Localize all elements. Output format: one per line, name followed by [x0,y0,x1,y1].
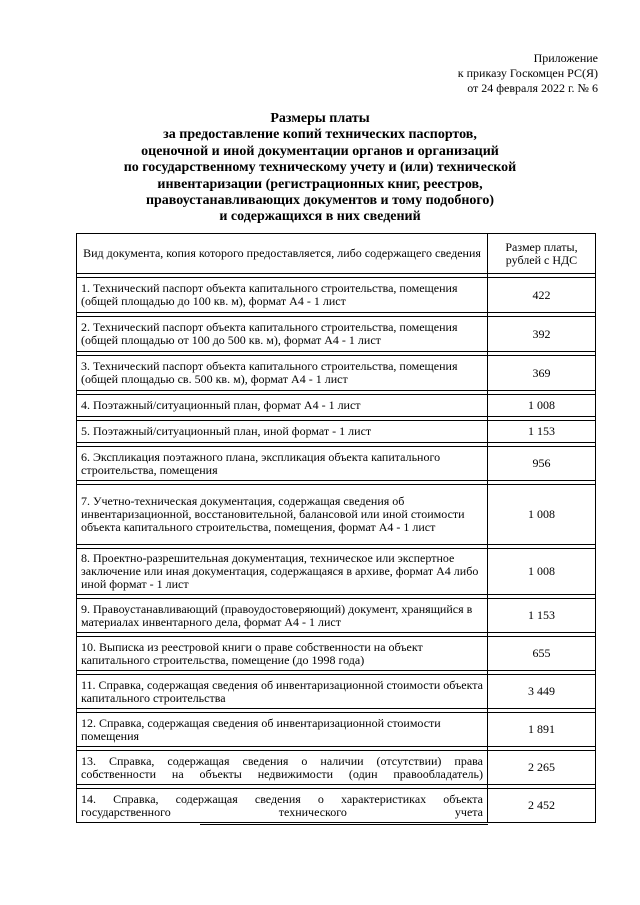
row-price: 3 449 [488,675,596,709]
appendix-reference [278,51,598,96]
appendix-order: к приказу Госкомцен РС(Я) [457,66,598,80]
table-row [77,317,596,352]
row-document-name: 7. Учетно-техническая документация, содержащая сведения об инвентаризационной, восстановительной, балансовой или иной стоимости объекта капитального строительства, помещения, формат А4 - 1 лист [77,485,488,545]
table-row [77,675,596,709]
title-line: правоустанавливающих документов и тому подобного) [145,193,495,209]
table-row [77,751,596,785]
row-document-name: 8. Проектно-разрешительная документация, техническое или экспертное заключение или иная документация, содержащаяся в архиве, формат А4 либо иной формат - 1 лист [77,549,488,595]
row-price: 1 008 [488,395,596,417]
row-price: 369 [488,356,596,391]
table-row [77,278,596,313]
title-line: оценочной и иной документации органов и организаций [141,143,499,159]
table-row [77,421,596,443]
table-row [77,395,596,417]
title-line: Размеры платы [270,111,370,126]
row-document-name: 4. Поэтажный/ситуационный план, формат А4 - 1 лист [77,395,488,417]
appendix-date: от 24 февраля 2022 г. № 6 [467,81,598,95]
table-row [77,356,596,391]
row-price: 1 008 [488,549,596,595]
table-row [77,789,596,823]
title-line: и содержащихся в них сведений [219,209,421,225]
row-price: 2 265 [488,751,596,785]
row-price: 392 [488,317,596,352]
table-row [77,599,596,633]
row-document-name: 13. Справка, содержащая сведения о наличии (отсутствии) права собственности на объекты недвижимости (один правообладатель) [77,751,488,785]
title-line: инвентаризации (регистрационных книг, реестров, [157,176,483,192]
row-document-name: 11. Справка, содержащая сведения об инвентаризационной стоимости объекта капитального строительства [77,675,488,709]
header-price: Размер платы, рублей с НДС [488,234,596,274]
row-price: 1 153 [488,599,596,633]
row-document-name: 14. Справка, содержащая сведения о характеристиках объекта государственного технического учета [77,789,488,823]
row-document-name: 2. Технический паспорт объекта капитального строительства, помещения (общей площадью от 100 до 500 кв. м), формат А4 - 1 лист [77,317,488,352]
row-document-name: 10. Выписка из реестровой книги о праве собственности на объект капитального строительства, помещение (до 1998 года) [77,637,488,671]
title-line: по государственному техническому учету и (или) технической [123,160,517,176]
table-header-row [77,234,596,274]
row-document-name: 9. Правоустанавливающий (правоудостоверяющий) документ, хранящийся в материалах инвентарного дела, формат А4 - 1 лист [77,599,488,633]
row-price: 956 [488,447,596,481]
row-document-name: 6. Экспликация поэтажного плана, экспликация объекта капитального строительства, помещения [77,447,488,481]
title-line: за предоставление копий технических паспортов, [163,127,477,143]
row-price: 1 891 [488,713,596,747]
row-document-name: 3. Технический паспорт объекта капитального строительства, помещения (общей площадью св. 500 кв. м), формат А4 - 1 лист [77,356,488,391]
document-title [60,111,580,226]
row-document-name: 5. Поэтажный/ситуационный план, иной формат - 1 лист [77,421,488,443]
row-price: 422 [488,278,596,313]
row-document-name: 1. Технический паспорт объекта капитального строительства, помещения (общей площадью до 100 кв. м), формат А4 - 1 лист [77,278,488,313]
row-document-name: 12. Справка, содержащая сведения об инвентаризационной стоимости помещения [77,713,488,747]
row-price: 655 [488,637,596,671]
appendix-label: Приложение [533,51,598,65]
table-row [77,713,596,747]
table-row [77,447,596,481]
row-price: 2 452 [488,789,596,823]
row-price: 1 008 [488,485,596,545]
table-row [77,485,596,545]
end-rule [200,824,488,825]
table-row [77,637,596,671]
fee-table [76,233,596,823]
table-row [77,549,596,595]
header-document-type: Вид документа, копия которого предоставляется, либо содержащего сведения [77,234,488,274]
row-price: 1 153 [488,421,596,443]
